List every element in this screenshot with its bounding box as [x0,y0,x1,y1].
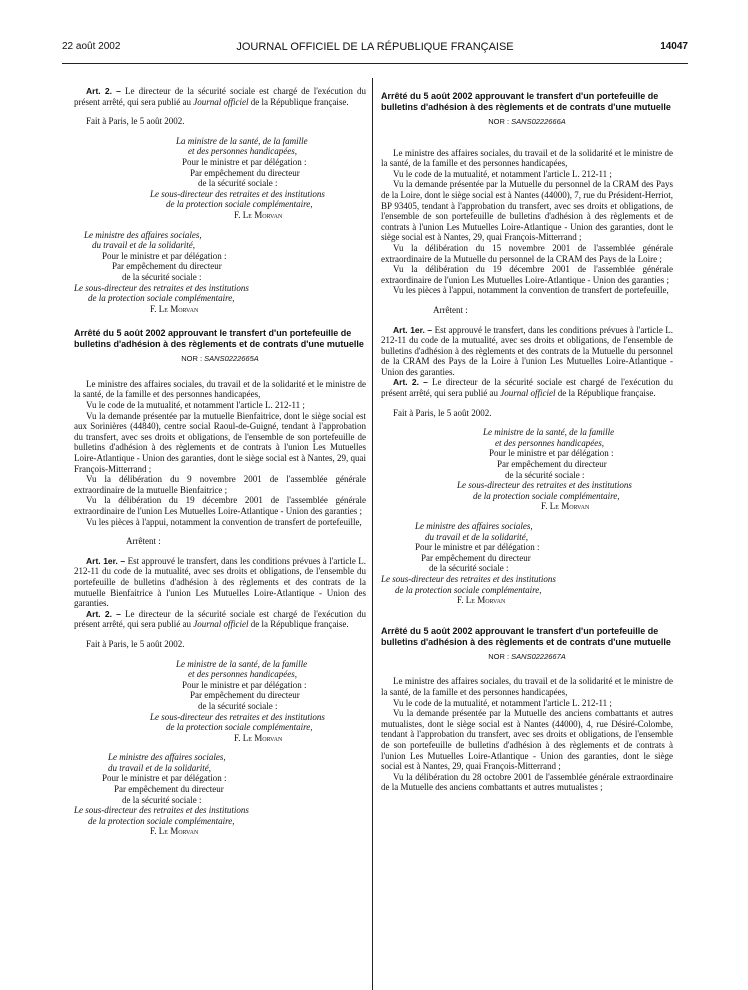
signature-block: La ministre de la santé, de la famille et des personnes handicapées, Pour le ministre et par délégation : Par empêchement du directeur de la sécurité sociale : Le sous-directeur des retraites et des institutions de la protection sociale complémentaire, F. Le Morvan [150,135,325,220]
visa: Vu le code de la mutualité, et notamment l'article L. 212-11 ; [393,168,612,179]
visa: Vu la délibération du 9 novembre 2001 de l'assemblée générale extraordinaire de la mutuelle Bienfaitrice ; [74,474,366,495]
nor-reference: NOR : SANS0222665A [181,354,259,364]
visa: Vu la demande présentée par la Mutuelle des anciens combattants et autres mutualistes, dont le siège social est à Nantes (44000), 4, rue Désiré-Colombe, tendant à l'approbation du transfert, avec ses droits et obligations, de l'ensemble de son portefeuille de bulletins d'adhésion à des règlements et de contrats à l'union Les Mutuelles Loire-Atlantique - Union des garanties, dont le siège social est à Nantes, 29, quai François-Mitterrand ; [381,708,673,772]
signature-block: Le ministre des affaires sociales, du travail et de la solidarité, Pour le ministre et par délégation : Par empêchement du directeur de la sécurité sociale : Le sous-directeur des retraites et des institutions de la protection sociale complémentaire, F. Le Morvan [74,229,249,314]
visa: Vu la délibération du 19 décembre 2001 de l'assemblée générale extraordinaire de l'union Les Mutuelles Loire-Atlantique - Union des garanties ; [74,495,366,516]
arretent-heading: Arrêtent : [433,304,468,315]
signing-place-date: Fait à Paris, le 5 août 2002. [86,638,185,649]
column-divider [372,78,373,990]
arrete-title: Arrêté du 5 août 2002 approuvant le transfert d'un portefeuille de bulletins d'adhésion à des règlements et de contrats d'une mutuelle [381,91,671,112]
right-column [381,91,673,793]
header-date: 22 août 2002 [62,41,121,52]
signing-place-date: Fait à Paris, le 5 août 2002. [86,116,185,127]
visa: Vu la délibération du 28 octobre 2001 de l'assemblée générale extraordinaire de la Mutuelle des anciens combattants et autres mutualistes ; [381,771,673,793]
preamble: Le ministre des affaires sociales, du travail et de la solidarité et le ministre de la santé, de la famille et des personnes handicapées, [381,676,673,697]
header-rule [62,63,688,64]
signature-block: Le ministre des affaires sociales, du travail et de la solidarité, Pour le ministre et par délégation : Par empêchement du directeur de la sécurité sociale : Le sous-directeur des retraites et des institutions de la protection sociale complémentaire, F. Le Morvan [381,521,556,606]
visa: Vu la délibération du 15 novembre 2001 de l'assemblée générale extraordinaire de la Mutuelle du personnel de la CRAM des Pays de la Loire ; [381,242,673,264]
article-2-paragraph: Art. 2. – Le directeur de la sécurité sociale est chargé de l'exécution du présent arrêté, qui sera publié au Journal officiel de la République française. [74,86,366,107]
visa: Vu le code de la mutualité, et notamment l'article L. 212-11 ; [86,400,305,411]
signing-place-date: Fait à Paris, le 5 août 2002. [393,407,492,418]
preamble: Le ministre des affaires sociales, du travail et de la solidarité et le ministre de la santé, de la famille et des personnes handicapées, [74,378,366,400]
article-1-paragraph: Art. 1er. – Est approuvé le transfert, dans les conditions prévues à l'article L. 212-11 du code de la mutualité, avec ses droits et obligations, de l'ensemble de bulletins d'adhésion à des règlements et des contrats de la Mutuelle du personnel de la CRAM des Pays de la Loire à l'union Les Mutuelles Loire-Atlantique - Union des garanties. [381,324,674,377]
nor-reference: NOR : SANS0222667A [488,651,566,661]
header-title: JOURNAL OFFICIEL DE LA RÉPUBLIQUE FRANÇAISE [236,41,514,53]
nor-reference: NOR : SANS0222666A [488,117,566,126]
signature-block: Le ministre de la santé, de la famille et des personnes handicapées, Pour le ministre et par délégation : Par empêchement du directeur de la sécurité sociale : Le sous-directeur des retraites et des institutions de la protection sociale complémentaire, F. Le Morvan [457,427,632,512]
visa: Vu le code de la mutualité, et notamment l'article L. 212-11 ; [393,697,612,708]
visa: Vu la demande présentée par la Mutuelle du personnel de la CRAM des Pays de la Loire, dont le siège social est à Nantes (44000), 7, rue du Président-Herriot, BP 93405, tendant à l'approbation du transfert, avec ses droits et obligations, de l'ensemble de son portefeuille de bulletins d'adhésion à des règlements et de contrats à l'union Les Mutuelles Loire-Atlantique - Union des garanties, dont le siège social est à Nantes, 29, quai François-Mitterrand ; [381,179,673,243]
article-1-paragraph: Art. 1er. – Est approuvé le transfert, dans les conditions prévues à l'article L. 212-11 du code de la mutualité, avec ses droits et obligations, de l'ensemble du portefeuille de bulletins d'adhésion à des règlements et des contrats de la mutuelle Bienfaitrice à l'union Les Mutuelles Loire-Atlantique - Union des garanties. [74,555,367,609]
visa: Vu les pièces à l'appui, notamment la convention de transfert de portefeuille, [86,516,362,527]
article-2-paragraph: Art. 2. – Le directeur de la sécurité sociale est chargé de l'exécution du présent arrêté, qui sera publié au Journal officiel de la République française. [74,608,366,630]
left-column [74,86,366,837]
preamble: Le ministre des affaires sociales, du travail et de la solidarité et le ministre de la santé, de la famille et des personnes handicapées, [381,147,673,169]
signature-block: Le ministre des affaires sociales, du travail et de la solidarité, Pour le ministre et par délégation : Par empêchement du directeur de la sécurité sociale : Le sous-directeur des retraites et des institutions de la protection sociale complémentaire, F. Le Morvan [74,752,249,837]
arrete-title: Arrêté du 5 août 2002 approuvant le transfert d'un portefeuille de bulletins d'adhésion à des règlements et de contrats d'une mutuelle [381,625,671,647]
article-2-paragraph: Art. 2. – Le directeur de la sécurité sociale est chargé de l'exécution du présent arrêté, qui sera publié au Journal officiel de la République française. [381,377,673,399]
arrete-title: Arrêté du 5 août 2002 approuvant le transfert d'un portefeuille de bulletins d'adhésion à des règlements et de contrats d'une mutuelle [74,328,364,350]
visa: Vu la demande présentée par la mutuelle Bienfaitrice, dont le siège social est aux Sorinières (44840), centre social Raoul-de-Guigné, tendant à l'approbation du transfert, avec ses droits et obligations, de l'ensemble de son portefeuille de bulletins d'adhésion à des règlements et de contrats à l'union Les Mutuelles Loire-Atlantique - Union des garanties, dont le siège social est à Nantes, 29, quai François-Mitterrand ; [74,410,366,474]
arretent-heading: Arrêtent : [126,536,161,547]
visa: Vu la délibération du 19 décembre 2001 de l'assemblée générale extraordinaire de l'union Les Mutuelles Loire-Atlantique - Union des garanties ; [381,264,673,285]
signature-block: Le ministre de la santé, de la famille et des personnes handicapées, Pour le ministre et par délégation : Par empêchement du directeur de la sécurité sociale : Le sous-directeur des retraites et des institutions de la protection sociale complémentaire, F. Le Morvan [150,658,325,743]
header-page-number: 14047 [660,41,688,52]
page-header [62,41,688,55]
visa: Vu les pièces à l'appui, notamment la convention de transfert de portefeuille, [393,285,669,296]
